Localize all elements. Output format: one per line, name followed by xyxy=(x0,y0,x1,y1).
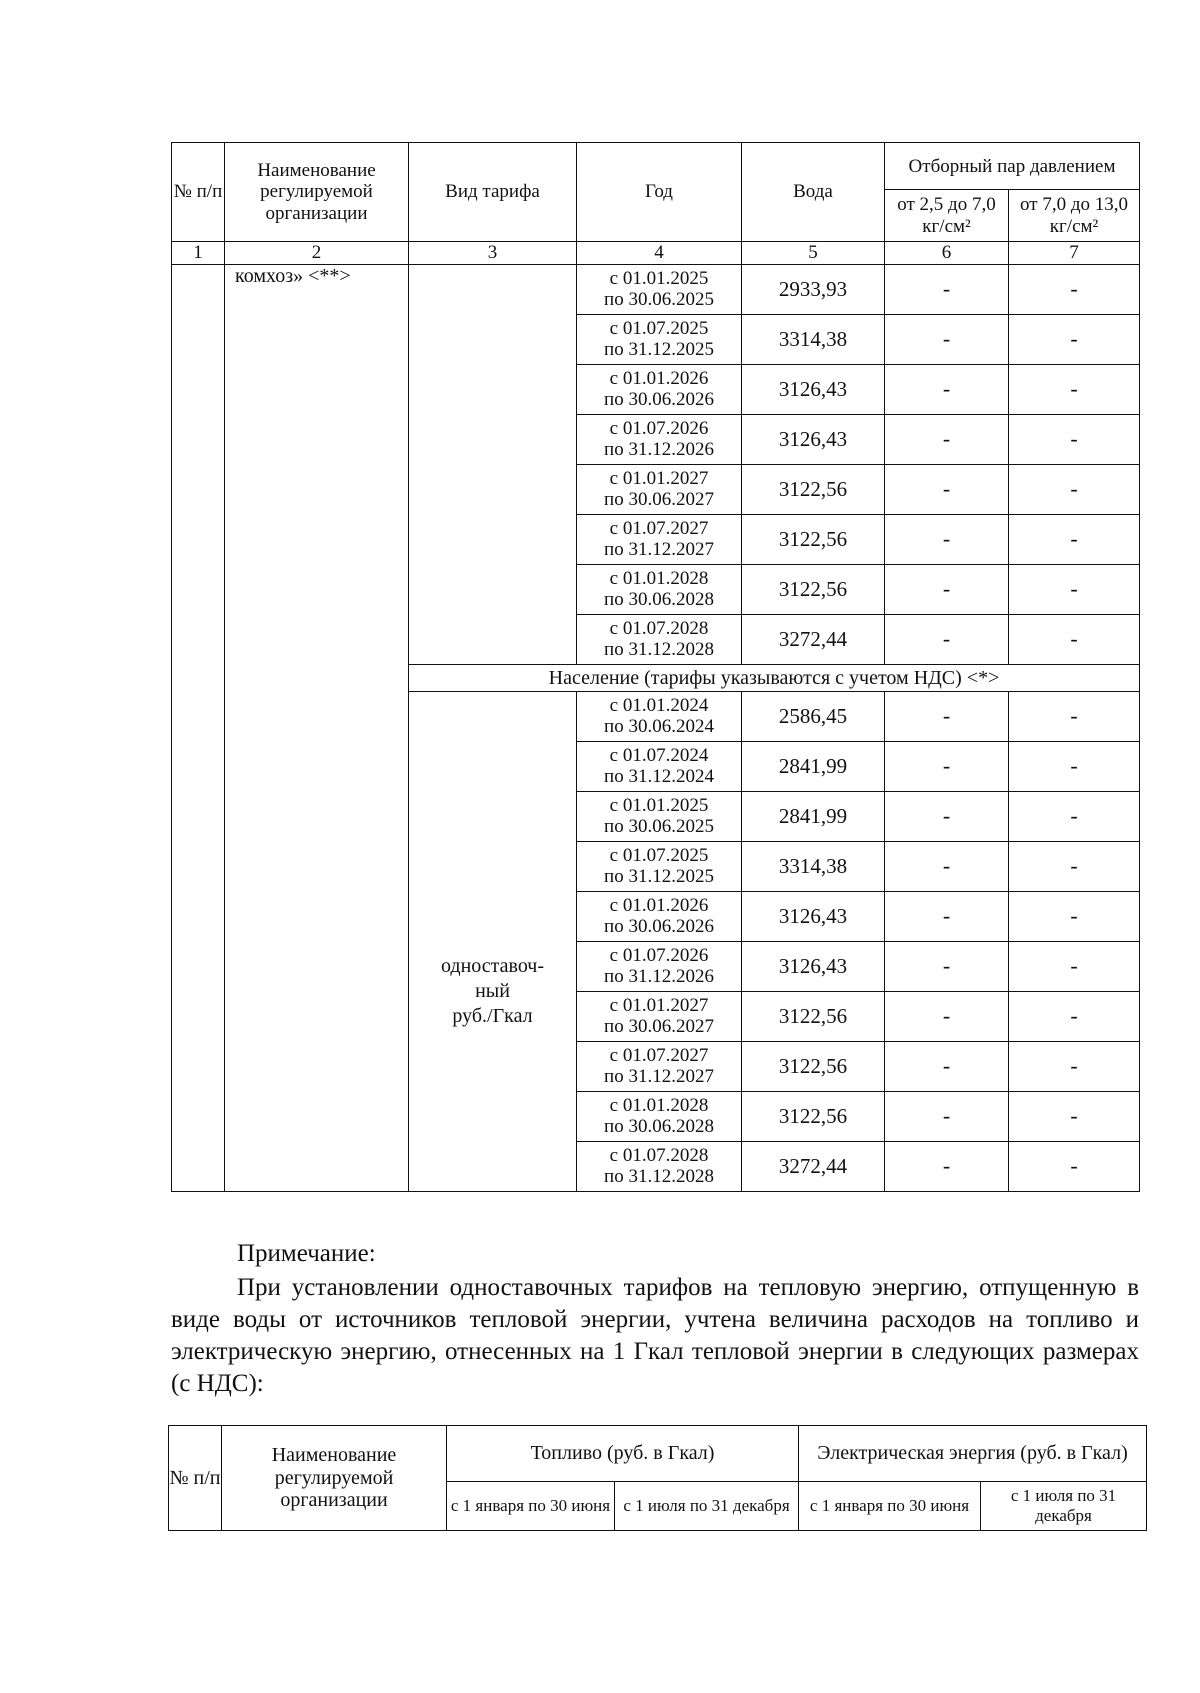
water-value: 3272,44 xyxy=(742,615,885,665)
steam-high-value: - xyxy=(1009,992,1140,1042)
column-number: 5 xyxy=(742,242,885,265)
fuel-period-h2: с 1 июля по 31 декабря xyxy=(615,1481,799,1530)
steam-high-value: - xyxy=(1009,892,1140,942)
period-cell: с 01.01.2025 по 30.06.2025 xyxy=(577,792,742,842)
steam-high-value: - xyxy=(1009,615,1140,665)
header-steam-high: от 7,0 до 13,0 кг/см² xyxy=(1009,190,1140,242)
cost-header-fuel: Топливо (руб. в Гкал) xyxy=(447,1426,799,1482)
column-number: 1 xyxy=(172,242,225,265)
column-number: 7 xyxy=(1009,242,1140,265)
steam-high-value: - xyxy=(1009,1092,1140,1142)
steam-low-value: - xyxy=(885,692,1009,742)
header-steam: Отборный пар давлением xyxy=(885,143,1140,190)
steam-high-value: - xyxy=(1009,1142,1140,1192)
tariff-type-cell xyxy=(409,692,577,1192)
period-cell: с 01.01.2026 по 30.06.2026 xyxy=(577,892,742,942)
period-cell: с 01.01.2028 по 30.06.2028 xyxy=(577,565,742,615)
period-cell: с 01.01.2027 по 30.06.2027 xyxy=(577,465,742,515)
steam-low-value: - xyxy=(885,615,1009,665)
water-value: 3126,43 xyxy=(742,365,885,415)
tariff-type-line: одноставоч- xyxy=(440,955,545,977)
cost-header-org: Наименование регулируемой организации xyxy=(222,1426,447,1531)
steam-high-value: - xyxy=(1009,315,1140,365)
header-num: № п/п xyxy=(172,143,225,242)
steam-low-value: - xyxy=(885,315,1009,365)
electricity-period-h1: с 1 января по 30 июня xyxy=(799,1481,981,1530)
water-value: 2841,99 xyxy=(742,742,885,792)
period-cell: с 01.07.2024 по 31.12.2024 xyxy=(577,742,742,792)
num-cell xyxy=(172,265,225,1192)
period-cell: с 01.01.2028 по 30.06.2028 xyxy=(577,1092,742,1142)
tariff-table xyxy=(171,142,1140,1192)
column-number: 2 xyxy=(225,242,409,265)
period-cell: с 01.07.2026 по 31.12.2026 xyxy=(577,415,742,465)
water-value: 3314,38 xyxy=(742,315,885,365)
steam-low-value: - xyxy=(885,892,1009,942)
period-cell: с 01.01.2026 по 30.06.2026 xyxy=(577,365,742,415)
steam-high-value: - xyxy=(1009,565,1140,615)
water-value: 2841,99 xyxy=(742,792,885,842)
note-title: Примечание: xyxy=(237,1240,376,1267)
electricity-period-h2: с 1 июля по 31 декабря xyxy=(981,1481,1147,1530)
water-value: 3122,56 xyxy=(742,992,885,1042)
steam-low-value: - xyxy=(885,842,1009,892)
period-cell: с 01.07.2027 по 31.12.2027 xyxy=(577,1042,742,1092)
water-value: 3314,38 xyxy=(742,842,885,892)
steam-high-value: - xyxy=(1009,265,1140,315)
steam-low-value: - xyxy=(885,515,1009,565)
steam-high-value: - xyxy=(1009,842,1140,892)
period-cell: с 01.01.2024 по 30.06.2024 xyxy=(577,692,742,742)
column-number: 3 xyxy=(409,242,577,265)
fuel-period-h1: с 1 января по 30 июня xyxy=(447,1481,615,1530)
period-cell: с 01.07.2028 по 31.12.2028 xyxy=(577,615,742,665)
steam-low-value: - xyxy=(885,1042,1009,1092)
steam-high-value: - xyxy=(1009,942,1140,992)
period-cell: с 01.07.2028 по 31.12.2028 xyxy=(577,1142,742,1192)
steam-low-value: - xyxy=(885,1142,1009,1192)
steam-high-value: - xyxy=(1009,792,1140,842)
steam-high-value: - xyxy=(1009,1042,1140,1092)
water-value: 3122,56 xyxy=(742,465,885,515)
period-cell: с 01.07.2026 по 31.12.2026 xyxy=(577,942,742,992)
water-value: 3122,56 xyxy=(742,515,885,565)
steam-low-value: - xyxy=(885,415,1009,465)
tariff-type-unit: руб./Гкал xyxy=(452,1005,533,1027)
steam-low-value: - xyxy=(885,992,1009,1042)
header-steam-low: от 2,5 до 7,0 кг/см² xyxy=(885,190,1009,242)
section-population: Население (тарифы указываются с учетом НДС) <*> xyxy=(409,665,1140,692)
header-tariff-type: Вид тарифа xyxy=(409,143,577,242)
header-org: Наименование регулируемой организации xyxy=(225,143,409,242)
header-water: Вода xyxy=(742,143,885,242)
period-cell: с 01.01.2025 по 30.06.2025 xyxy=(577,265,742,315)
column-number: 6 xyxy=(885,242,1009,265)
water-value: 3272,44 xyxy=(742,1142,885,1192)
period-cell: с 01.07.2025 по 31.12.2025 xyxy=(577,315,742,365)
steam-low-value: - xyxy=(885,742,1009,792)
steam-high-value: - xyxy=(1009,465,1140,515)
org-name: комхоз» <**> xyxy=(225,265,409,1192)
cost-header-num: № п/п xyxy=(169,1426,222,1531)
cost-table xyxy=(168,1425,1147,1531)
period-cell: с 01.01.2027 по 30.06.2027 xyxy=(577,992,742,1042)
water-value: 3122,56 xyxy=(742,1092,885,1142)
column-number: 4 xyxy=(577,242,742,265)
steam-low-value: - xyxy=(885,565,1009,615)
steam-low-value: - xyxy=(885,1092,1009,1142)
tariff-type-line: ный xyxy=(475,980,510,1002)
steam-low-value: - xyxy=(885,265,1009,315)
steam-low-value: - xyxy=(885,465,1009,515)
steam-high-value: - xyxy=(1009,742,1140,792)
period-cell: с 01.07.2025 по 31.12.2025 xyxy=(577,842,742,892)
water-value: 2933,93 xyxy=(742,265,885,315)
steam-high-value: - xyxy=(1009,692,1140,742)
header-year: Год xyxy=(577,143,742,242)
period-cell: с 01.07.2027 по 31.12.2027 xyxy=(577,515,742,565)
water-value: 3126,43 xyxy=(742,942,885,992)
steam-low-value: - xyxy=(885,365,1009,415)
water-value: 3122,56 xyxy=(742,565,885,615)
water-value: 3126,43 xyxy=(742,415,885,465)
table-row xyxy=(172,265,1140,315)
steam-low-value: - xyxy=(885,942,1009,992)
steam-high-value: - xyxy=(1009,415,1140,465)
note-body: При установлении одноставочных тарифов на тепловую энергию, отпущенную в виде воды от источников тепловой энергии, учтена величина расходов на топливо и электрическую энергию, отнесенных на 1 Гкал тепловой энергии в следующих размерах (с НДС): xyxy=(171,1274,1139,1397)
cost-header-electricity: Электрическая энергия (руб. в Гкал) xyxy=(799,1426,1147,1482)
steam-high-value: - xyxy=(1009,515,1140,565)
water-value: 3122,56 xyxy=(742,1042,885,1092)
water-value: 2586,45 xyxy=(742,692,885,742)
water-value: 3126,43 xyxy=(742,892,885,942)
tariff-type-empty xyxy=(409,265,577,665)
steam-high-value: - xyxy=(1009,365,1140,415)
steam-low-value: - xyxy=(885,792,1009,842)
column-numbers-row xyxy=(172,242,1140,265)
